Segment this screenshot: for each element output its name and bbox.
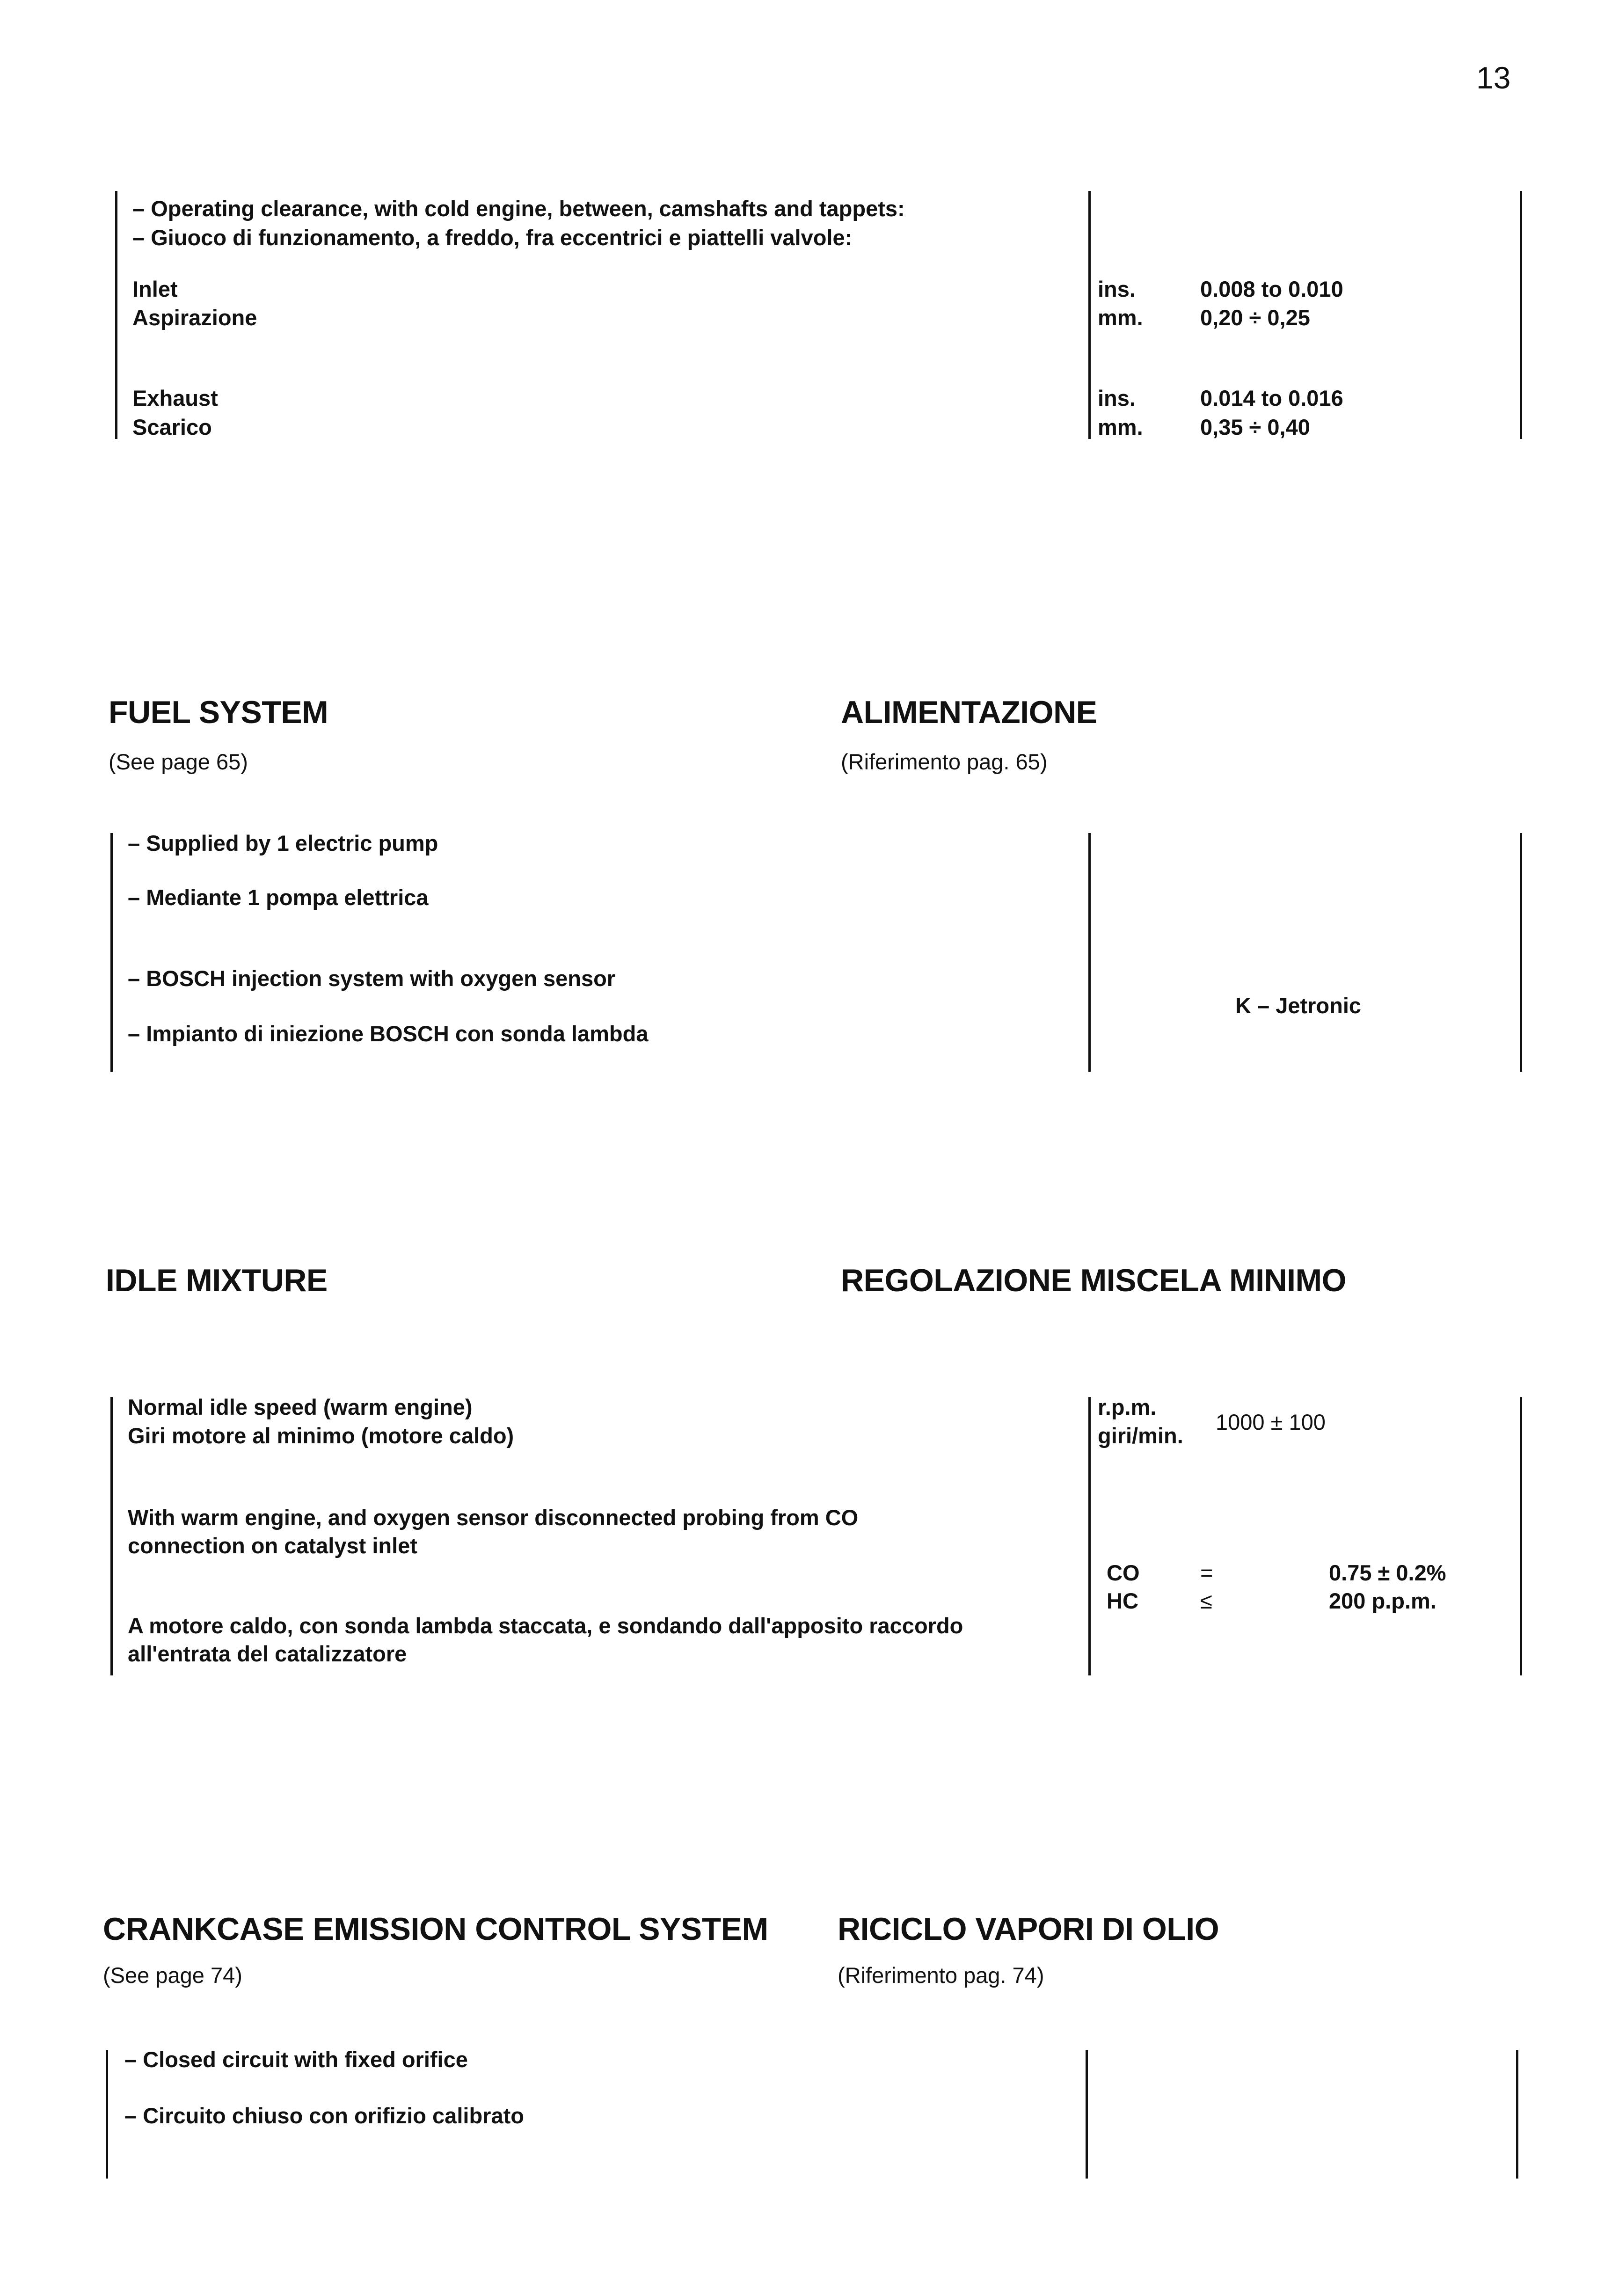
middle-border xyxy=(1088,191,1091,439)
fuel-system-title-en: FUEL SYSTEM xyxy=(109,695,328,730)
inlet-value-en: 0.008 to 0.010 xyxy=(1200,277,1343,301)
idle-mixture-title-en: IDLE MIXTURE xyxy=(106,1263,328,1298)
right-border xyxy=(1520,1397,1522,1675)
crankcase-title-en: CRANKCASE EMISSION CONTROL SYSTEM xyxy=(103,1911,768,1947)
exhaust-value-it: 0,35 ÷ 0,40 xyxy=(1200,415,1310,439)
right-border xyxy=(1520,833,1522,1072)
inlet-unit-en: ins. xyxy=(1098,277,1136,301)
page-number: 13 xyxy=(1476,60,1511,95)
exhaust-value-en: 0.014 to 0.016 xyxy=(1200,386,1343,410)
exhaust-unit-en: ins. xyxy=(1098,386,1136,410)
fuel-system-title-it: ALIMENTAZIONE xyxy=(841,695,1097,730)
injection-value: K – Jetronic xyxy=(1235,993,1362,1018)
co-description-it-1: A motore caldo, con sonda lambda staccata, e sondando dall'apposito raccordo xyxy=(128,1613,963,1638)
middle-border xyxy=(1088,1397,1091,1675)
idle-mixture-title-it: REGOLAZIONE MISCELA MINIMO xyxy=(841,1263,1347,1298)
exhaust-label-en: Exhaust xyxy=(132,386,218,410)
idle-unit-it: giri/min. xyxy=(1098,1423,1183,1448)
left-border xyxy=(110,833,113,1072)
idle-unit-en: r.p.m. xyxy=(1098,1395,1157,1419)
inlet-label-it: Aspirazione xyxy=(132,305,257,330)
clearance-heading-en: – Operating clearance, with cold engine, between, camshafts and tappets: xyxy=(132,196,905,221)
idle-value: 1000 ± 100 xyxy=(1216,1410,1326,1434)
idle-speed-it: Giri motore al minimo (motore caldo) xyxy=(128,1423,514,1448)
left-border xyxy=(115,191,117,439)
co-description-en-2: connection on catalyst inlet xyxy=(128,1533,417,1558)
exhaust-unit-it: mm. xyxy=(1098,415,1143,439)
co-description-en-1: With warm engine, and oxygen sensor disconnected probing from CO xyxy=(128,1505,859,1530)
injection-it: – Impianto di iniezione BOSCH con sonda lambda xyxy=(128,1021,649,1046)
crankcase-ref-en: (See page 74) xyxy=(103,1963,242,1988)
crankcase-ref-it: (Riferimento pag. 74) xyxy=(838,1963,1044,1988)
exhaust-label-it: Scarico xyxy=(132,415,212,439)
idle-speed-en: Normal idle speed (warm engine) xyxy=(128,1395,473,1419)
crankcase-line-en: – Closed circuit with fixed orifice xyxy=(124,2047,468,2072)
hc-operator: ≤ xyxy=(1200,1588,1212,1613)
fuel-pump-it: – Mediante 1 pompa elettrica xyxy=(128,885,429,910)
left-border xyxy=(110,1397,113,1675)
middle-border xyxy=(1086,2050,1088,2179)
inlet-value-it: 0,20 ÷ 0,25 xyxy=(1200,305,1310,330)
right-border xyxy=(1516,2050,1518,2179)
co-operator: = xyxy=(1200,1560,1213,1585)
injection-en: – BOSCH injection system with oxygen sensor xyxy=(128,966,616,991)
crankcase-line-it: – Circuito chiuso con orifizio calibrato xyxy=(124,2103,524,2128)
clearance-heading-it: – Giuoco di funzionamento, a freddo, fra eccentrici e piattelli valvole: xyxy=(132,225,853,250)
fuel-pump-en: – Supplied by 1 electric pump xyxy=(128,831,438,856)
fuel-system-ref-it: (Riferimento pag. 65) xyxy=(841,749,1048,774)
co-label: CO xyxy=(1107,1560,1140,1585)
hc-label: HC xyxy=(1107,1588,1138,1613)
crankcase-title-it: RICICLO VAPORI DI OLIO xyxy=(838,1911,1219,1947)
right-border xyxy=(1520,191,1522,439)
co-value: 0.75 ± 0.2% xyxy=(1329,1560,1446,1585)
fuel-system-ref-en: (See page 65) xyxy=(109,749,248,774)
inlet-label-en: Inlet xyxy=(132,277,178,301)
inlet-unit-it: mm. xyxy=(1098,305,1143,330)
middle-border xyxy=(1088,833,1091,1072)
left-border xyxy=(106,2050,108,2179)
hc-value: 200 p.p.m. xyxy=(1329,1588,1436,1613)
co-description-it-2: all'entrata del catalizzatore xyxy=(128,1641,407,1666)
